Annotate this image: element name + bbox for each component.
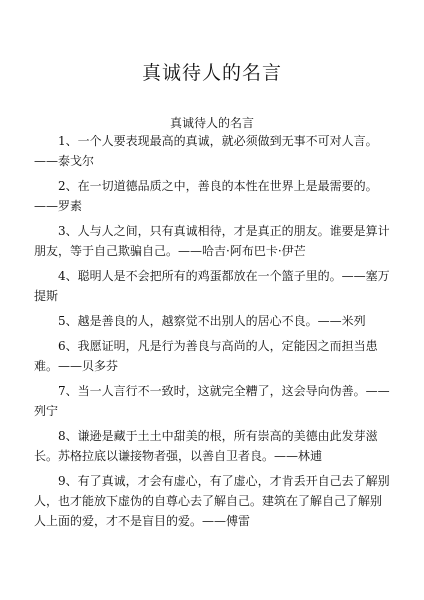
quote-item: 1、一个人要表现最高的真诚，就必须做到无事不可对人言。——泰戈尔 xyxy=(34,134,378,168)
quote-item: 7、当一人言行不一致时，这就完全糟了，这会导向伪善。——列宁 xyxy=(34,384,390,418)
quote-list xyxy=(34,126,390,531)
document-title: 真诚待人的名言 xyxy=(141,62,282,84)
quote-item: 9、有了真诚，才会有虚心，有了虚心，才肯丢开自己去了解别人，也才能放下虚伪的自尊心去了解自己。建筑在了解自己了解别人上面的爱，才不是盲目的爱。——傅雷 xyxy=(34,474,390,528)
quote-item: 4、聪明人是不会把所有的鸡蛋都放在一个篮子里的。——塞万提斯 xyxy=(34,269,390,303)
quote-item: 3、人与人之间，只有真诚相待，才是真正的朋友。谁要是算计朋友，等于自己欺骗自己。——哈吉·阿布巴卡·伊芒 xyxy=(34,224,390,258)
document-subtitle: 真诚待人的名言 xyxy=(169,116,254,130)
quote-item: 6、我愿证明，凡是行为善良与高尚的人，定能因之而担当患难。——贝多芬 xyxy=(34,339,378,373)
quote-item: 8、谦逊是藏于土土中甜美的根，所有崇高的美德由此发芽滋长。苏格拉底以谦接物者强，以善自卫者良。——林逋 xyxy=(34,429,378,463)
quote-item: 2、在一切道德品质之中，善良的本性在世界上是最需要的。——罗素 xyxy=(34,179,378,213)
quote-item: 5、越是善良的人，越察觉不出别人的居心不良。——米列 xyxy=(58,314,366,328)
